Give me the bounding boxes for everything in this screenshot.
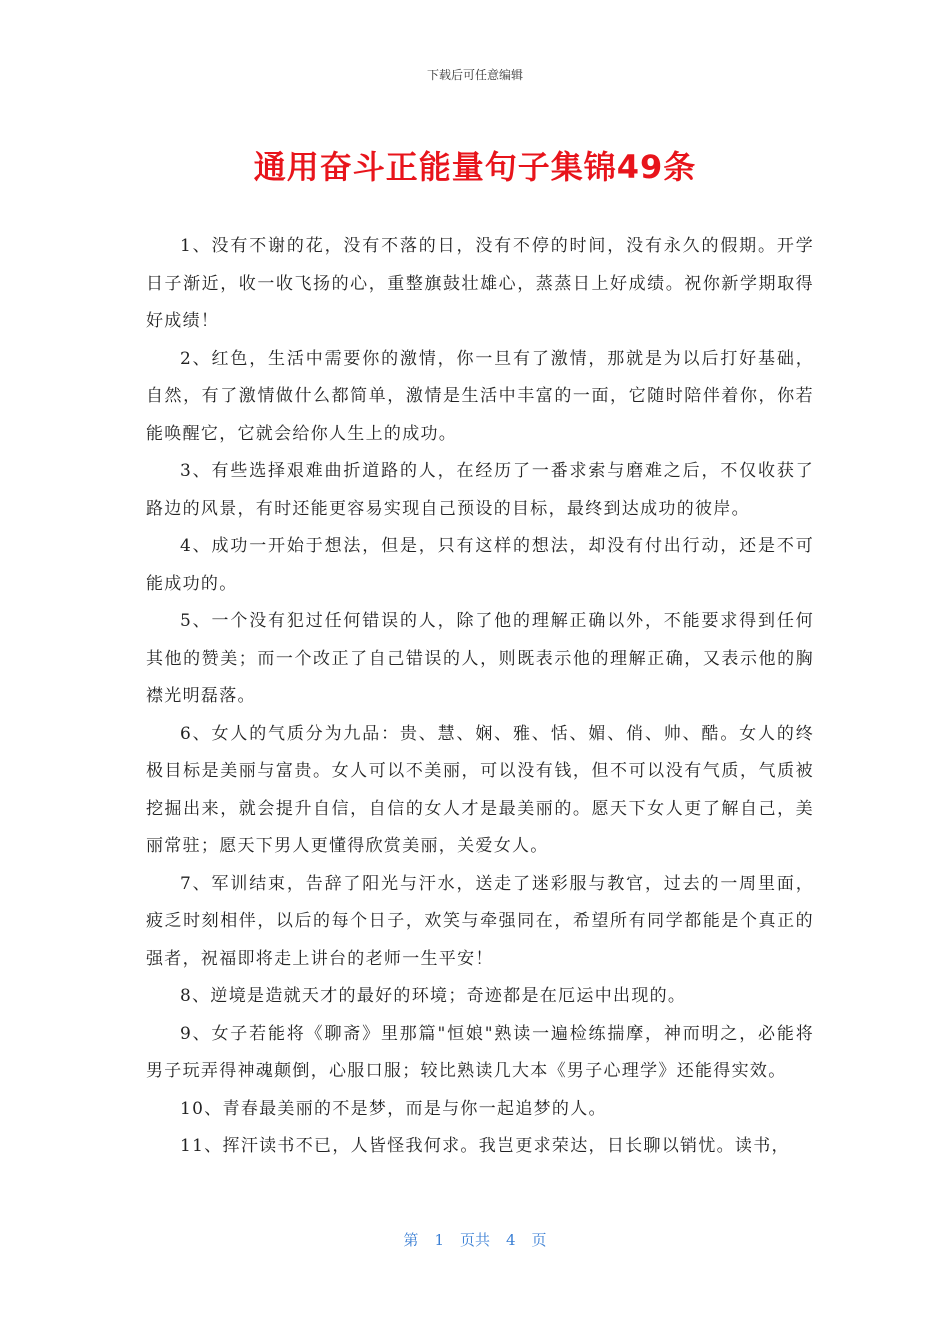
paragraph-9: 9、女子若能将《聊斋》里那篇"恒娘"熟读一遍检练揣摩，神而明之，必能将男子玩弄得神魂颠倒，心服口服；较比熟读几大本《男子心理学》还能得实效。 [146, 1023, 814, 1081]
paragraph-2: 2、红色，生活中需要你的激情，你一旦有了激情，那就是为以后打好基础，自然，有了激情做什么都简单，激情是生活中丰富的一面，它随时陪伴着你，你若能唤醒它，它就会给你人生上的成功。 [146, 348, 814, 444]
footer-page-suffix: 页 [531, 1231, 547, 1249]
paragraph-10: 10、青春最美丽的不是梦，而是与你一起追梦的人。 [180, 1098, 607, 1119]
footer-page-label: 第 [403, 1231, 419, 1249]
header-note: 下载后可任意编辑 [426, 68, 523, 82]
footer-page-of-label: 页共 [459, 1231, 490, 1249]
paragraph-1: 1、没有不谢的花，没有不落的日，没有不停的时间，没有永久的假期。开学日子渐近，收一收飞扬的心，重整旗鼓壮雄心，蒸蒸日上好成绩。祝你新学期取得好成绩！ [146, 236, 814, 331]
paragraph-4: 4、成功一开始于想法，但是，只有这样的想法，却没有付出行动，还是不可能成功的。 [146, 536, 814, 594]
paragraph-6: 6、女人的气质分为九品：贵、慧、娴、雅、恬、媚、俏、帅、酷。女人的终极目标是美丽与富贵。女人可以不美丽，可以没有钱，但不可以没有气质，气质被挖掘出来，就会提升自信，自信的女人才是最美丽的。愿天下女人更了解自己，美丽常驻；愿天下男人更懂得欣赏美丽，关爱女人。 [146, 723, 814, 856]
footer-total-pages: 4 [506, 1231, 516, 1249]
paragraph-11: 11、挥汗读书不已，人皆怪我何求。我岂更求荣达，日长聊以销忧。读书， [180, 1136, 790, 1156]
footer-page-number: 1 [434, 1231, 444, 1249]
page-footer [0, 1229, 950, 1250]
document-title: 通用奋斗正能量句子集锦49条 [253, 148, 697, 186]
paragraph-5: 5、一个没有犯过任何错误的人，除了他的理解正确以外，不能要求得到任何其他的赞美；而一个改正了自己错误的人，则既表示他的理解正确，又表示他的胸襟光明磊落。 [146, 611, 814, 706]
paragraph-3: 3、有些选择艰难曲折道路的人，在经历了一番求索与磨难之后，不仅收获了路边的风景，有时还能更容易实现自己预设的目标，最终到达成功的彼岸。 [146, 461, 814, 519]
document-body [146, 228, 814, 1166]
paragraph-7: 7、军训结束，告辞了阳光与汗水，送走了迷彩服与教官，过去的一周里面，疲乏时刻相伴，以后的每个日子，欢笑与牵强同在，希望所有同学都能是个真正的强者，祝福即将走上讲台的老师一生平安！ [146, 873, 814, 969]
paragraph-8: 8、逆境是造就天才的最好的环境；奇迹都是在厄运中出现的。 [180, 986, 687, 1006]
